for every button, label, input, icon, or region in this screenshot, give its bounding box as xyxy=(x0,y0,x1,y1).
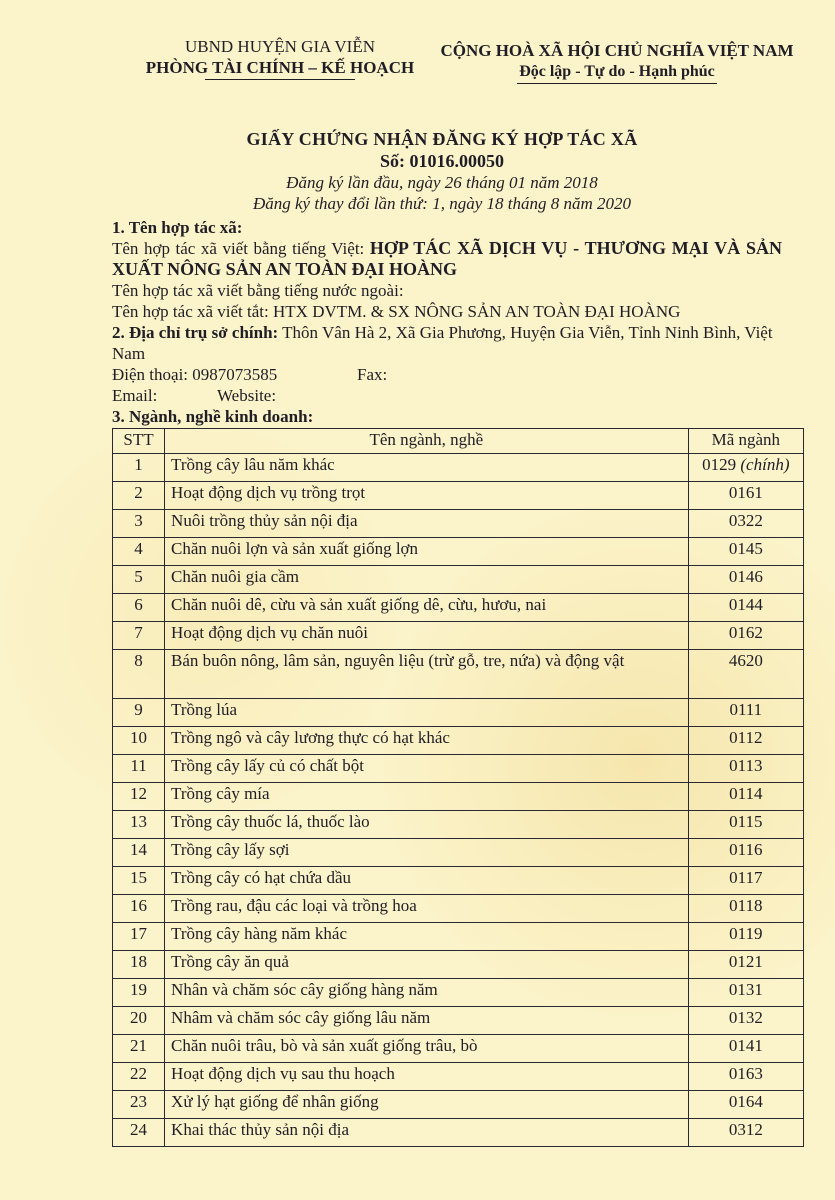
row-business-name: Trồng lúa xyxy=(165,699,689,727)
business-code-value: 0121 xyxy=(728,952,763,971)
row-business-name: Trồng cây mía xyxy=(165,783,689,811)
row-stt: 5 xyxy=(113,566,165,594)
short-name-value: HTX DVTM. & SX NÔNG SẢN AN TOÀN ĐẠI HOÀNG xyxy=(273,302,681,321)
first-registration-date: Đăng ký lần đầu, ngày 26 tháng 01 năm 2018 xyxy=(286,173,598,192)
row-stt: 17 xyxy=(113,923,165,951)
business-code-value: 0117 xyxy=(729,868,763,887)
certificate-number: Số: 01016.00050 xyxy=(379,151,504,171)
email-label: Email: xyxy=(112,386,158,405)
row-business-code xyxy=(688,1035,803,1063)
row-stt: 18 xyxy=(113,951,165,979)
row-stt: 3 xyxy=(113,510,165,538)
section3-heading: 3. Ngành, nghề kinh doanh: xyxy=(112,407,314,426)
business-code-value: 4620 xyxy=(728,651,763,670)
table-row xyxy=(113,566,804,594)
row-business-code xyxy=(688,755,803,783)
business-code-value: 0129 xyxy=(702,455,737,474)
business-code-value: 0115 xyxy=(729,812,763,831)
document-header xyxy=(112,30,795,88)
business-code-value: 0146 xyxy=(728,567,763,586)
row-business-name: Chăn nuôi lợn và sản xuất giống lợn xyxy=(165,538,689,566)
row-stt: 4 xyxy=(113,538,165,566)
address-value: Thôn Vân Hà 2, Xã Gia Phương, Huyện Gia Viễn, Tỉnh Ninh Bình, Việt Nam xyxy=(112,323,773,363)
business-code-value: 0119 xyxy=(729,924,763,943)
row-business-name: Nuôi trồng thủy sản nội địa xyxy=(165,510,689,538)
row-stt: 20 xyxy=(113,1007,165,1035)
business-code-value: 0145 xyxy=(728,539,763,558)
row-business-name: Trồng cây lấy củ có chất bột xyxy=(165,755,689,783)
row-business-code xyxy=(688,811,803,839)
row-business-name: Trồng rau, đậu các loại và trồng hoa xyxy=(165,895,689,923)
table-row xyxy=(113,454,804,482)
business-lines-table xyxy=(112,428,804,1147)
table-row xyxy=(113,923,804,951)
short-name-line xyxy=(112,301,782,322)
business-code-value: 0163 xyxy=(728,1064,763,1083)
row-business-name: Trồng ngô và cây lương thực có hạt khác xyxy=(165,727,689,755)
table-row xyxy=(113,979,804,1007)
row-business-code xyxy=(688,979,803,1007)
row-business-name: Trồng cây lâu năm khác xyxy=(165,454,689,482)
row-stt: 1 xyxy=(113,454,165,482)
phone-fax-row xyxy=(112,364,782,385)
table-row xyxy=(113,727,804,755)
row-business-name: Bán buôn nông, lâm sản, nguyên liệu (trừ gỗ, tre, nứa) và động vật xyxy=(165,650,689,699)
row-business-name: Trồng cây có hạt chứa dầu xyxy=(165,867,689,895)
row-business-code xyxy=(688,1091,803,1119)
row-business-name: Nhân và chăm sóc cây giống hàng năm xyxy=(165,979,689,1007)
row-business-name: Trồng cây thuốc lá, thuốc lào xyxy=(165,811,689,839)
authority-underline xyxy=(205,79,355,80)
row-stt: 15 xyxy=(113,867,165,895)
business-code-value: 0114 xyxy=(729,784,763,803)
row-business-name: Hoạt động dịch vụ chăn nuôi xyxy=(165,622,689,650)
authority-district: UBND HUYỆN GIA VIỄN xyxy=(185,37,375,56)
section2-heading: 2. Địa chỉ trụ sở chính: xyxy=(112,323,279,342)
row-business-code xyxy=(688,783,803,811)
row-stt: 23 xyxy=(113,1091,165,1119)
business-code-value: 0116 xyxy=(729,840,763,859)
table-row xyxy=(113,755,804,783)
table-row xyxy=(113,1091,804,1119)
row-business-name: Chăn nuôi trâu, bò và sản xuất giống trâu, bò xyxy=(165,1035,689,1063)
table-row xyxy=(113,594,804,622)
row-stt: 24 xyxy=(113,1119,165,1147)
row-stt: 21 xyxy=(113,1035,165,1063)
row-business-code xyxy=(688,538,803,566)
motto-text: Độc lập - Tự do - Hạnh phúc xyxy=(519,63,715,80)
vietnamese-name-value: HỢP TÁC XÃ DỊCH VỤ - THƯƠNG MẠI VÀ SẢN XUẤT NÔNG SẢN AN TOÀN ĐẠI HOÀNG xyxy=(112,238,782,279)
row-business-code xyxy=(688,1007,803,1035)
row-stt: 2 xyxy=(113,482,165,510)
row-business-name: Trồng cây ăn quả xyxy=(165,951,689,979)
business-code-value: 0144 xyxy=(728,595,763,614)
row-stt: 10 xyxy=(113,727,165,755)
row-business-code xyxy=(688,1063,803,1091)
row-business-name: Hoạt động dịch vụ trồng trọt xyxy=(165,482,689,510)
table-row xyxy=(113,510,804,538)
row-business-code xyxy=(688,699,803,727)
table-row xyxy=(113,839,804,867)
main-business-note: (chính) xyxy=(740,455,790,474)
motto-underline xyxy=(517,83,717,84)
row-stt: 8 xyxy=(113,650,165,699)
row-business-code xyxy=(688,622,803,650)
row-business-code xyxy=(688,482,803,510)
issuing-authority xyxy=(130,36,430,80)
table-row xyxy=(113,650,804,699)
business-code-value: 0164 xyxy=(728,1092,763,1111)
country-name: CỘNG HOÀ XÃ HỘI CHỦ NGHĨA VIỆT NAM xyxy=(440,41,794,60)
phone-cell xyxy=(112,364,357,385)
table-row xyxy=(113,783,804,811)
column-header-name: Tên ngành, nghề xyxy=(165,429,689,454)
business-code-value: 0118 xyxy=(729,896,763,915)
fax-label: Fax: xyxy=(357,365,388,384)
table-row xyxy=(113,867,804,895)
row-business-code xyxy=(688,727,803,755)
change-registration-date: Đăng ký thay đổi lần thứ: 1, ngày 18 tháng 8 năm 2020 xyxy=(252,194,632,213)
row-business-code xyxy=(688,951,803,979)
row-business-code xyxy=(688,650,803,699)
row-stt: 9 xyxy=(113,699,165,727)
row-business-name: Chăn nuôi dê, cừu và sản xuất giống dê, cừu, hươu, nai xyxy=(165,594,689,622)
table-row xyxy=(113,1035,804,1063)
foreign-name-label: Tên hợp tác xã viết bằng tiếng nước ngoài: xyxy=(112,281,404,300)
row-business-code xyxy=(688,839,803,867)
website-label: Website: xyxy=(217,386,277,405)
business-code-value: 0131 xyxy=(728,980,763,999)
business-code-value: 0113 xyxy=(729,756,763,775)
business-code-value: 0312 xyxy=(728,1120,763,1139)
table-row xyxy=(113,1119,804,1147)
business-code-value: 0161 xyxy=(728,483,763,502)
authority-department: PHÒNG TÀI CHÍNH – KẾ HOẠCH xyxy=(145,58,415,77)
business-code-value: 0141 xyxy=(728,1036,763,1055)
row-stt: 16 xyxy=(113,895,165,923)
row-business-name: Xử lý hạt giống để nhân giống xyxy=(165,1091,689,1119)
certificate-content xyxy=(112,217,790,1147)
vietnamese-name-line xyxy=(112,238,782,280)
row-business-name: Khai thác thủy sản nội địa xyxy=(165,1119,689,1147)
table-body xyxy=(113,454,804,1147)
row-business-code xyxy=(688,510,803,538)
table-header-row xyxy=(113,429,804,454)
phone-label: Điện thoại: xyxy=(112,365,189,384)
section1-heading: 1. Tên hợp tác xã: xyxy=(112,218,243,237)
row-business-code xyxy=(688,566,803,594)
row-stt: 12 xyxy=(113,783,165,811)
address-line xyxy=(112,322,782,364)
row-business-code xyxy=(688,923,803,951)
business-code-value: 0162 xyxy=(728,623,763,642)
table-row xyxy=(113,1063,804,1091)
row-stt: 11 xyxy=(113,755,165,783)
row-business-name: Trồng cây lấy sợi xyxy=(165,839,689,867)
business-code-value: 0111 xyxy=(729,700,763,719)
vietnamese-name-label: Tên hợp tác xã viết bằng tiếng Việt: xyxy=(112,239,365,258)
row-business-name: Trồng cây hàng năm khác xyxy=(165,923,689,951)
business-code-value: 0322 xyxy=(728,511,763,530)
table-row xyxy=(113,699,804,727)
business-code-value: 0132 xyxy=(728,1008,763,1027)
column-header-code: Mã ngành xyxy=(688,429,803,454)
row-business-code xyxy=(688,867,803,895)
row-stt: 14 xyxy=(113,839,165,867)
table-row xyxy=(113,538,804,566)
table-row xyxy=(113,622,804,650)
document-title: GIẤY CHỨNG NHẬN ĐĂNG KÝ HỢP TÁC XÃ xyxy=(246,129,638,149)
table-row xyxy=(113,895,804,923)
table-row xyxy=(113,1007,804,1035)
row-stt: 22 xyxy=(113,1063,165,1091)
row-business-code xyxy=(688,454,803,482)
row-business-name: Nhâm và chăm sóc cây giống lâu năm xyxy=(165,1007,689,1035)
email-website-row xyxy=(112,385,782,406)
title-block xyxy=(112,128,772,214)
table-row xyxy=(113,951,804,979)
national-motto xyxy=(432,40,802,84)
business-code-value: 0112 xyxy=(729,728,763,747)
row-stt: 7 xyxy=(113,622,165,650)
row-stt: 6 xyxy=(113,594,165,622)
phone-value: 0987073585 xyxy=(192,365,278,384)
table-row xyxy=(113,811,804,839)
short-name-label: Tên hợp tác xã viết tắt: xyxy=(112,302,269,321)
row-business-code xyxy=(688,895,803,923)
table-row xyxy=(113,482,804,510)
row-business-name: Hoạt động dịch vụ sau thu hoạch xyxy=(165,1063,689,1091)
row-business-code xyxy=(688,1119,803,1147)
row-business-code xyxy=(688,594,803,622)
column-header-stt: STT xyxy=(113,429,165,454)
row-stt: 13 xyxy=(113,811,165,839)
row-stt: 19 xyxy=(113,979,165,1007)
row-business-name: Chăn nuôi gia cầm xyxy=(165,566,689,594)
